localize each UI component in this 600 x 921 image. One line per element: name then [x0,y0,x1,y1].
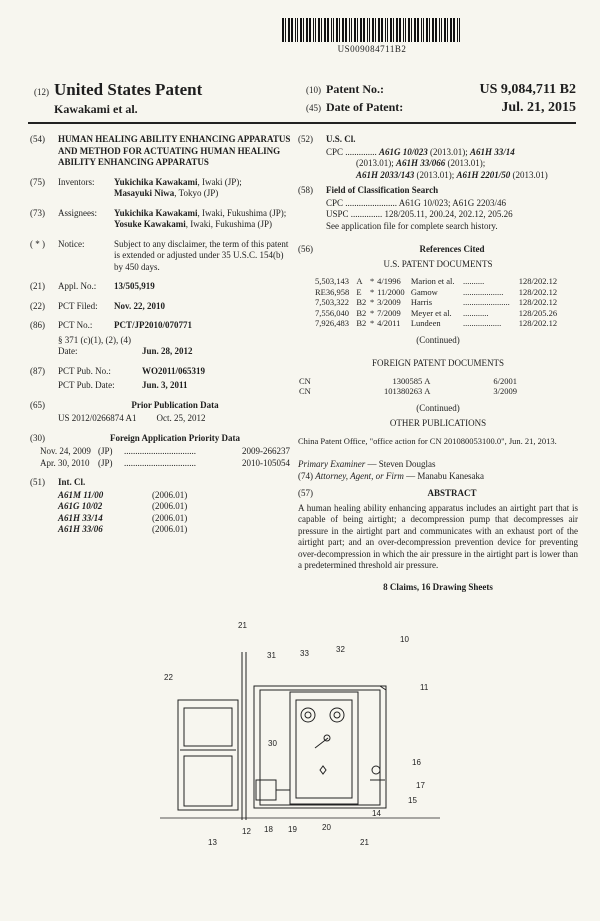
intcl-row: A61M 11/00 (2006.01) [58,489,188,500]
notice-code: ( * ) [30,238,45,249]
right-column [298,134,578,593]
left-column [30,134,292,536]
door [290,692,358,804]
refs-heading: References Cited [419,244,485,254]
drawing-ref-label: 13 [208,838,217,847]
fpd-heading: FOREIGN PATENT DOCUMENTS [371,358,505,368]
primary-examiner: Primary Examiner — Steven Douglas [298,459,436,469]
drawing-ref-label: 10 [400,635,409,644]
usp-row: 7,556,040 B2 * 7/2009 Meyer et al. ............ 128/205.26 [315,307,558,318]
focs-heading: Field of Classification Search [326,185,439,195]
fpd-row: CN 101380263 A 3/2009 [299,386,517,396]
fapd-row: Apr. 30, 2010 (JP) ................................ 2010-105054 [40,457,290,468]
pipes [242,652,385,820]
claims-line: 8 Claims, 16 Drawing Sheets [383,581,493,592]
inventors-label: Inventors: [58,176,95,187]
code-10: (10) [306,85,321,95]
notice-label: Notice: [58,238,85,249]
pct-filed-label: PCT Filed: [58,300,98,311]
drawing-ref-label: 22 [164,673,173,682]
fapd-code: (30) [30,432,45,443]
intcl-row: A61G 10/02 (2006.01) [58,501,188,511]
barcode-number: US009084711B2 [337,44,407,54]
other-text: China Patent Office, "office action for CN 201080053100.0", Jun. 21, 2013. [298,435,557,446]
usp-heading: U.S. PATENT DOCUMENTS [383,258,493,269]
notice-text: Subject to any disclaimer, the term of this patent is extended or adjusted under 35 U.S.C. 154(b) by 450 days. [114,238,289,272]
pct-pub-code: (87) [30,365,45,376]
appl-value: 13/505,919 [114,281,155,291]
prior-code: (65) [30,399,45,410]
uscl-cpc: CPC .............. A61G 10/023 (2013.01); A61H 33/14 (2013.01); A61H 33/066 (2013.01); A61H 2033/143 (2013.01); A61H 2201/50 (2013.01) [326,146,548,180]
appl-code: (21) [30,281,45,291]
patent-title: HUMAN HEALING ABILITY ENHANCING APPARATUS AND METHOD FOR ACTUATING HUMAN HEALING ABILITY ENHANCING APPARATUS [58,134,291,167]
prior-date: Oct. 25, 2012 [156,413,206,423]
inventors-value: Yukichika Kawakami, Iwaki (JP); Masayuki Niwa, Tokyo (JP) [114,176,242,198]
intcl-list [30,490,292,536]
prior-heading: Prior Publication Data [131,399,219,410]
pct-pub-label: PCT Pub. No.: [58,365,111,376]
usp-row: 7,926,483 B2 * 4/2011 Lundeen .................. 128/202.12 [315,318,558,328]
focs-body: CPC ....................... A61G 10/023; A61G 2203/46 USPC .............. 128/205.11, 200.24, 202.12, 205.26 See application file for complete search history. [326,197,513,231]
fapd-heading: Foreign Application Priority Data [109,432,241,443]
pct-no-value: PCT/JP2010/070771 [114,320,192,330]
uscl-code: (52) [298,134,313,144]
drawing-ref-label: 33 [300,649,309,658]
pct-pub-date-value: Jun. 3, 2011 [142,380,188,390]
intcl-row: A61H 33/14 (2006.01) [58,512,188,523]
drawing-ref-label: 19 [288,825,297,834]
drawing-ref-label: 30 [268,739,277,748]
patent-no: US 9,084,711 B2 [479,82,576,97]
barcode [282,18,462,42]
patent-drawing [150,620,450,850]
drawing-ref-label: 21 [238,621,247,630]
pct-pub-date-label: PCT Pub. Date: [58,380,115,390]
title-code: (54) [30,134,45,144]
intcl-code: (51) [30,477,45,487]
fapd-list [30,446,292,469]
code-45: (45) [306,103,321,113]
cabinet [178,700,238,810]
fpd-continued: (Continued) [416,402,460,413]
focs-code: (58) [298,185,313,195]
pct-no-label: PCT No.: [58,320,93,330]
usp-row: 7,503,322 B2 * 3/2009 Harris ...................... 128/202.12 [315,297,558,307]
assignees-label: Assignees: [58,207,97,218]
header-right [306,80,576,116]
patent-date: Jul. 21, 2015 [501,100,576,115]
patent-no-label: Patent No.: [326,82,384,96]
drawing-ref-label: 21 [360,838,369,847]
abstract-code: (57) [298,488,313,498]
intcl-row: A61H 33/06 (2006.01) [58,524,188,534]
usp-continued: (Continued) [416,334,460,345]
date-label: Date of Patent: [326,100,404,114]
assignees-code: (73) [30,207,45,218]
other-heading: OTHER PUBLICATIONS [389,418,487,428]
drawing-ref-label: 17 [416,781,425,790]
intcl-heading: Int. Cl. [58,477,86,487]
attorney: (74) Attorney, Agent, or Firm — Manabu Kanesaka [298,470,485,481]
abstract-heading: ABSTRACT [427,488,477,498]
drawing-ref-label: 11 [420,683,429,692]
assignees-value: Yukichika Kawakami, Iwaki, Fukushima (JP); Yosuke Kawakami, Iwaki, Fukushima (JP) [114,207,287,229]
drawing-ref-label: 32 [336,645,345,654]
usp-table [314,276,564,329]
uscl-heading: U.S. Cl. [326,134,356,144]
drawing-ref-label: 20 [322,823,331,832]
s371-value: Jun. 28, 2012 [142,345,193,356]
inventor-short: Kawakami et al. [54,102,138,116]
fpd-table [298,376,518,397]
s371-label: § 371 (c)(1), (2), (4) Date: [58,334,131,356]
fpd-row: CN 1300585 A 6/2001 [299,375,517,386]
pct-no-code: (86) [30,320,45,330]
code-12: (12) [34,87,49,97]
pct-filed-code: (22) [30,300,45,311]
pct-pub-value: WO2011/065319 [142,365,206,376]
pct-filed-value: Nov. 22, 2010 [114,300,166,311]
drawing-ref-label: 31 [267,651,276,660]
usp-row: RE36,958 E * 11/2000 Gamow ................... 128/202.12 [315,286,558,297]
prior-pub: US 2012/0266874 A1 [58,413,137,423]
doc-type: United States Patent [54,80,203,99]
drawing-ref-label: 14 [372,809,381,818]
inventors-code: (75) [30,176,45,187]
usp-row: 5,503,143 A * 4/1996 Marion et al. .......... 128/202.12 [315,276,558,286]
drawing-ref-label: 15 [408,796,417,805]
fapd-row: Nov. 24, 2009 (JP) ................................ 2009-266237 [40,446,290,456]
abstract-text: A human healing ability enhancing apparatus includes an airtight part that is capable of being airtight; a decompression pump that decompresses air pressure in the airtight part and communicates with an exhaust port of the airtight part; and an over-decompression prevention device for preventing over-decompression in which the air pressure in the airtight part is lower than a predetermined threshold air pressure. [298,502,578,570]
drawing-ref-label: 16 [412,758,421,767]
header-left [34,80,294,118]
header-rule [28,122,576,124]
drawing-ref-label: 18 [264,825,273,834]
refs-code: (56) [298,244,313,254]
appl-label: Appl. No.: [58,281,97,291]
drawing-ref-label: 12 [242,827,251,836]
